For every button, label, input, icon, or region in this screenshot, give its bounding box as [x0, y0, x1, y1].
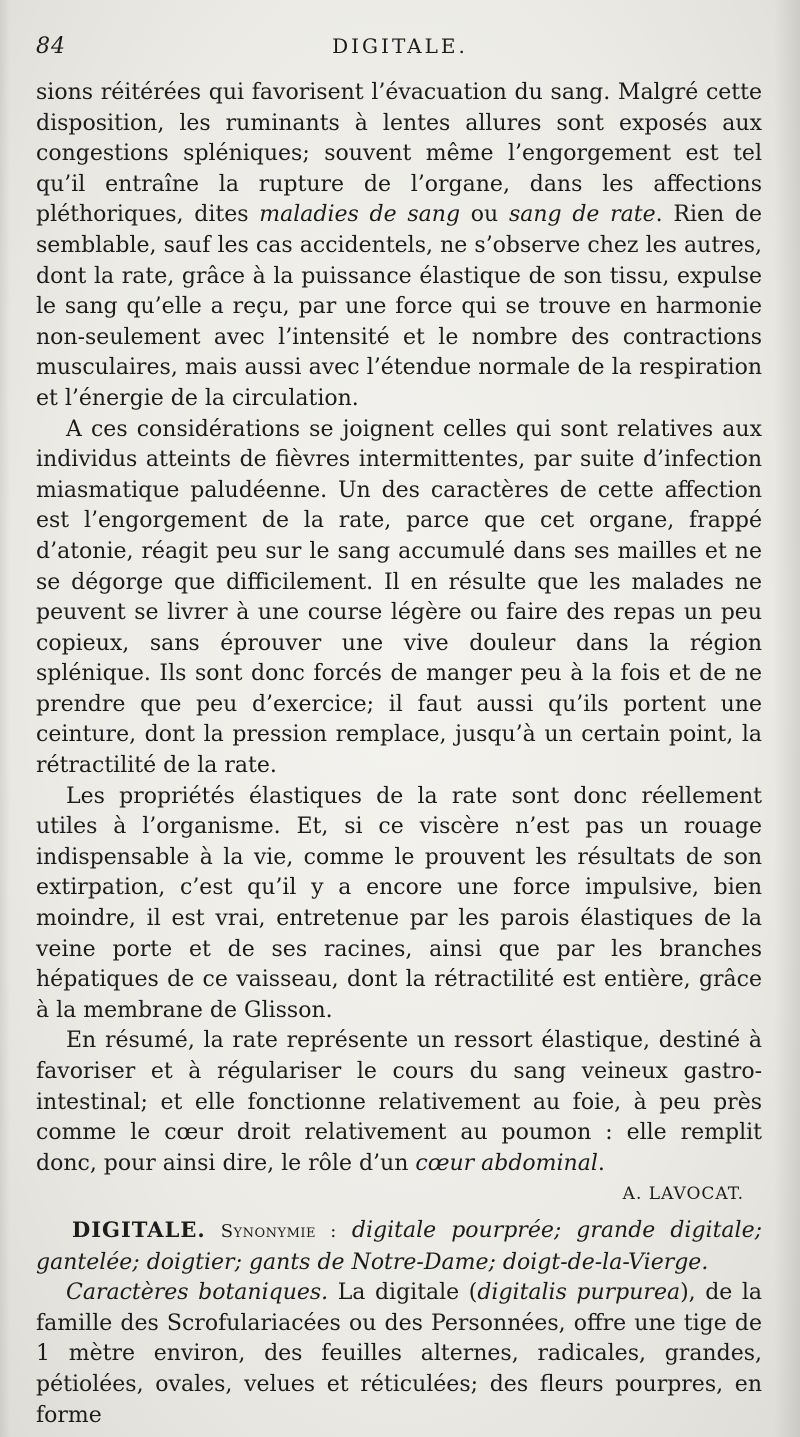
paragraph-1-text-c: ou	[460, 202, 509, 228]
digitale-article	[36, 1215, 762, 1431]
paragraph-2: A ces considérations se joignent celles qui sont relatives aux individus atteints de fièvres intermittentes, par suite d’infection miasmatique paludéenne. Un des caractères de cette affection est l’engorgement de la rate, parce que cet organe, frappé d’atonie, réagit peu sur le sang accumulé dans ses mailles et ne se dégorge que difficilement. Il en résulte que les malades ne peuvent se livrer à une course légère ou faire des repas un peu copieux, sans éprouver une vive douleur dans la région splénique. Ils sont donc forcés de manger peu à la fois et de ne prendre que peu d’exercice; il faut aussi qu’ils portent une ceinture, dont la pression remplace, jusqu’à un certain point, la rétractilité de la rate.	[36, 416, 762, 779]
paragraph-1-italic-sang-de-rate: sang de rate	[508, 202, 656, 228]
paragraph-3: Les propriétés élastiques de la rate sont donc réellement utiles à l’organisme. Et, si ce viscère n’est pas un rouage indispensable à la vie, comme le prouvent les résultats de son extirpation, c’est qu’il y a encore une force impulsive, bien moindre, il est vrai, entretenue par les parois élastiques de la veine porte et de ses racines, ainsi que par les branches hépatiques de ce vaisseau, dont la rétractilité est entière, grâce à la membrane de Glisson.	[36, 783, 762, 1023]
latin-name: digitalis purpurea	[477, 1280, 681, 1306]
botanical-characters-paragraph	[36, 1278, 762, 1431]
synonyms-list: digitale pourprée; grande digitale; gantelée; doigtier; gants de Notre-Dame; doigt-de-la-Vierge.	[36, 1218, 762, 1275]
botanical-text-b: ), de la famille des Scrofulariacées ou des Personnées, offre une tige de 1 mètre environ, des feuilles alternes, radicales, grandes, pétiolées, ovales, velues et réticulées; des fleurs pourpres, en forme	[36, 1280, 762, 1428]
page-number: 84	[36, 34, 66, 59]
botanical-characters-heading: Caractères botaniques.	[66, 1280, 329, 1306]
article-headword: DIGITALE.	[72, 1217, 206, 1242]
paragraph-4-text-a: En résumé, la rate représente un ressort élastique, destiné à favoriser et à régulariser le cours du sang veineux gastro-intestinal; et elle fonctionne relativement au foie, à peu près comme le cœur droit relativement au poumon : elle remplit donc, pour ainsi dire, le rôle d’un	[36, 1028, 762, 1176]
paragraph-4-italic-coeur-abdominal: cœur abdominal	[415, 1150, 598, 1176]
paragraph-1-text-a: sions réitérées qui favorisent l’évacuation du sang. Malgré cette disposition, les ruminants à lentes allures sont exposés aux congestions spléniques; souvent même l’engorgement est tel qu’il entraîne la rupture de l’organe, dans les affections pléthoriques, dites	[36, 80, 762, 228]
article-continuation	[36, 78, 762, 1210]
paragraph-1-text-e: . Rien de semblable, sauf les cas accidentels, ne s’observe chez les autres, dont la rate, grâce à la puissance élastique de son tissu, expulse le sang qu’elle a reçu, par une force qui se trouve en harmonie non-seulement avec l’intensité et le nombre des contractions musculaires, mais aussi avec l’étendue normale de la respiration et l’énergie de la circulation.	[36, 202, 763, 411]
page-edge-shadow-left	[0, 0, 10, 1437]
author-signature: A. LAVOCAT.	[622, 1184, 744, 1205]
synonymie-label: Synonymie :	[220, 1221, 337, 1242]
running-head: DIGITALE.	[332, 34, 468, 58]
paragraph-4-text-c: .	[597, 1150, 605, 1176]
page-header	[36, 34, 764, 66]
paragraph-1	[36, 78, 762, 415]
article-synonymy-paragraph	[36, 1215, 762, 1278]
paragraph-1-italic-maladies: maladies de sang	[259, 202, 461, 228]
botanical-text-a: La digitale (	[328, 1280, 478, 1306]
paragraph-4	[36, 1026, 762, 1205]
page-edge-shadow-right	[774, 0, 800, 1437]
